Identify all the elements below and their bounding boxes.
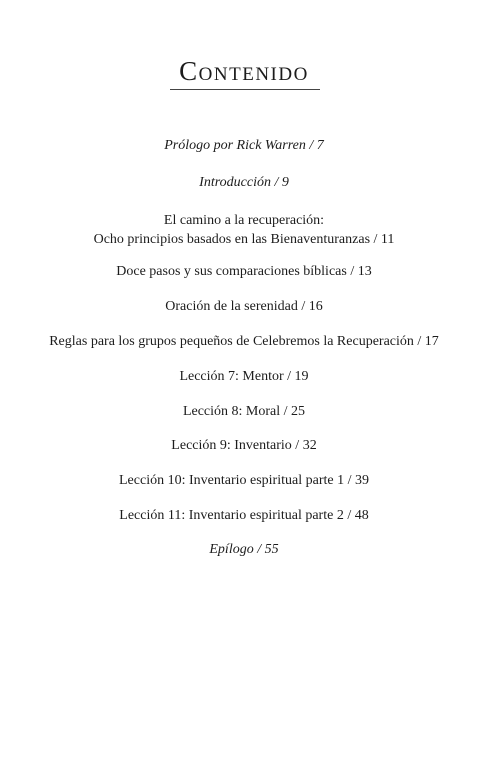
title-rule [170, 89, 320, 90]
toc-entry-epilogo: Epílogo / 55 [209, 542, 279, 557]
toc-entry-introduccion: Introducción / 9 [199, 175, 289, 190]
toc-entry-leccion-11: Lección 11: Inventario espiritual parte 2 / 48 [119, 508, 369, 523]
toc-entry-oracion: Oración de la serenidad / 16 [165, 299, 323, 314]
toc-entry-leccion-7: Lección 7: Mentor / 19 [179, 369, 309, 384]
toc-entry-doce-pasos: Doce pasos y sus comparaciones bíblicas / 13 [116, 264, 372, 279]
toc-entry-leccion-9: Lección 9: Inventario / 32 [171, 438, 317, 453]
toc-entry-reglas: Reglas para los grupos pequeños de Celebremos la Recuperación / 17 [49, 334, 439, 349]
toc-entry-leccion-8: Lección 8: Moral / 25 [182, 404, 306, 419]
toc-entry-leccion-10: Lección 10: Inventario espiritual parte 1 / 39 [119, 473, 369, 488]
toc-entry-prologo: Prólogo por Rick Warren / 7 [164, 138, 324, 153]
page-title: Contenido [179, 56, 309, 86]
toc-entry-camino-line1: El camino a la recuperación: [163, 213, 325, 228]
toc-entry-camino-line2: Ocho principios basados en las Bienaventuranzas / 11 [93, 232, 395, 247]
